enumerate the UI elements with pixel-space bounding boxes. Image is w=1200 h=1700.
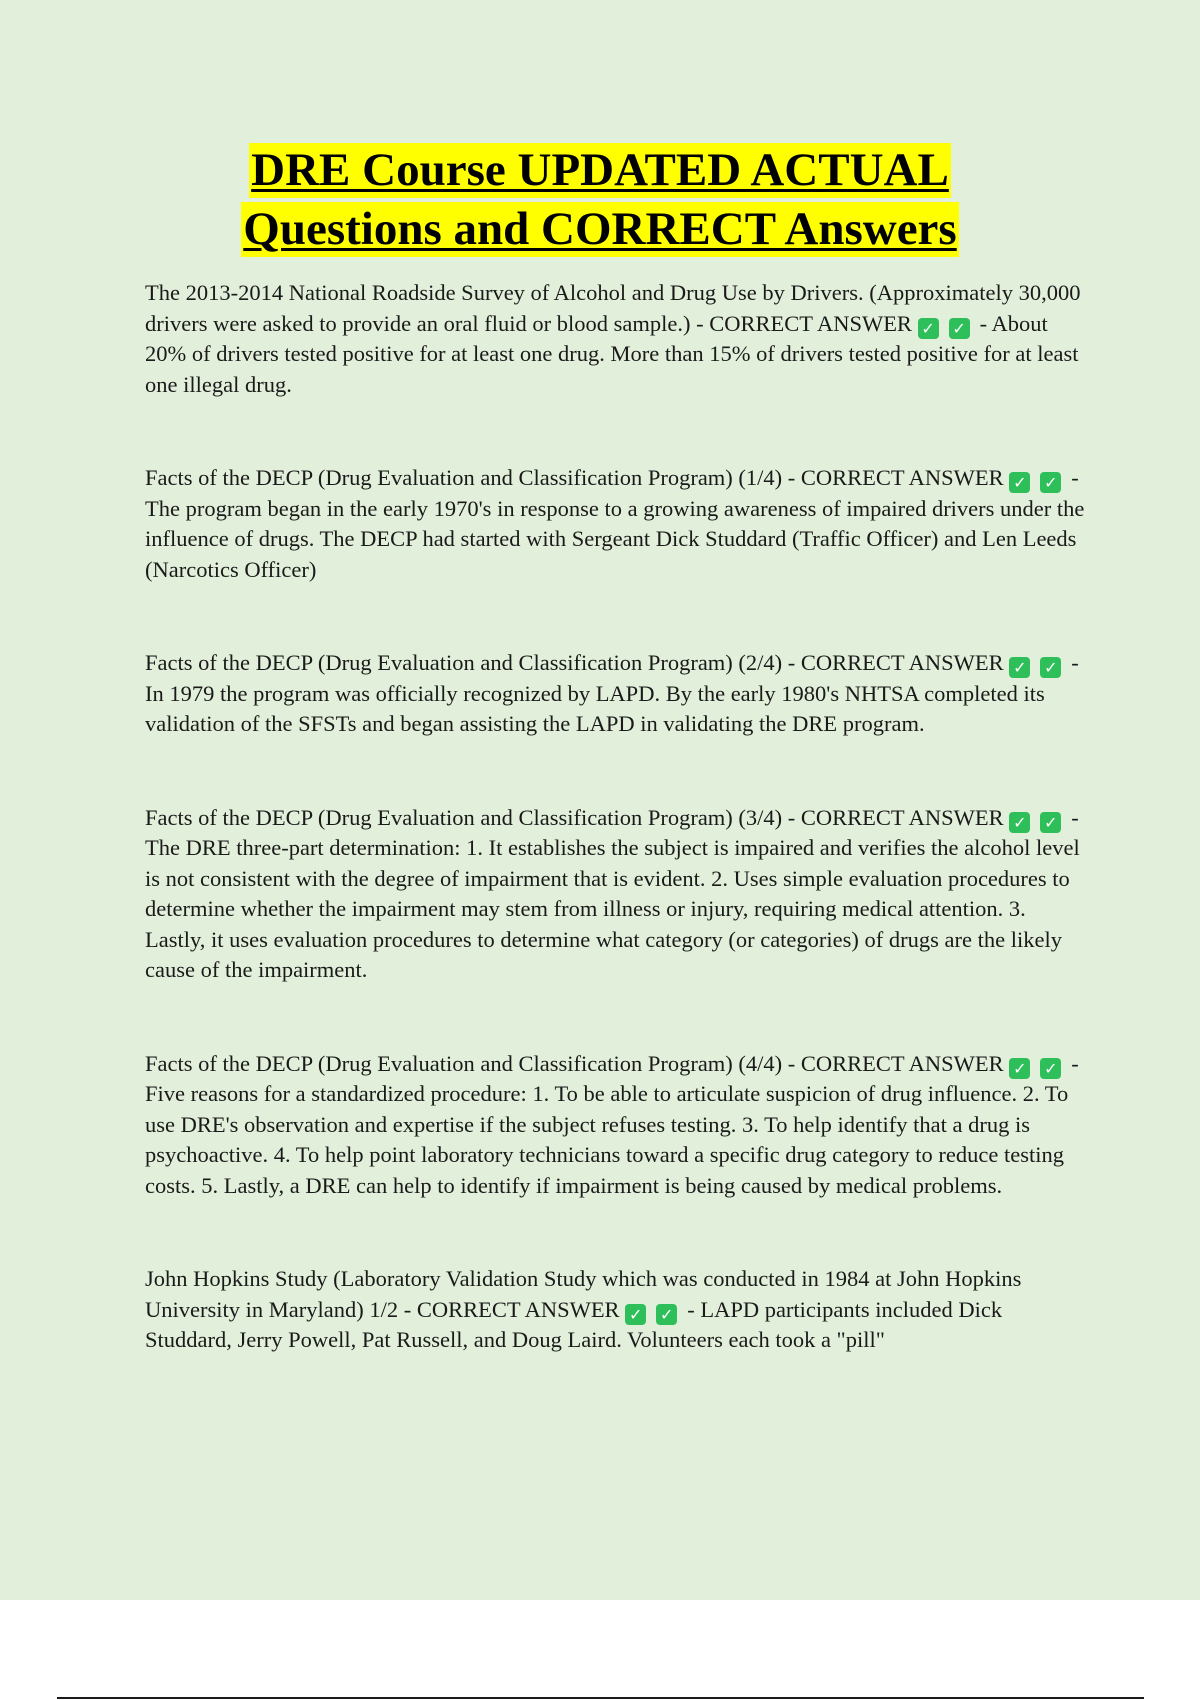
checkmark-icon: ✓ bbox=[625, 1304, 646, 1325]
checkmark-icon: ✓ bbox=[1009, 1058, 1030, 1079]
checkmark-icon: ✓ bbox=[1009, 472, 1030, 493]
checkmark-icon: ✓ bbox=[1040, 1058, 1061, 1079]
qa-item bbox=[145, 278, 1090, 400]
checkmark-icon: ✓ bbox=[918, 318, 939, 339]
qa-item bbox=[145, 1049, 1090, 1202]
title-line-1: DRE Course UPDATED ACTUAL bbox=[251, 144, 949, 196]
checkmark-icon: ✓ bbox=[656, 1304, 677, 1325]
checkmark-icon: ✓ bbox=[1009, 812, 1030, 833]
question-text: Facts of the DECP (Drug Evaluation and Classification Program) (4/4) - CORRECT ANSWER bbox=[145, 1050, 1004, 1076]
checkmark-icon: ✓ bbox=[949, 318, 970, 339]
question-text: Facts of the DECP (Drug Evaluation and Classification Program) (1/4) - CORRECT ANSWER bbox=[145, 465, 1004, 490]
checkmark-icon: ✓ bbox=[1040, 812, 1061, 833]
footer-divider bbox=[57, 1697, 1144, 1699]
question-text: Facts of the DECP (Drug Evaluation and Classification Program) (2/4) - CORRECT ANSWER bbox=[145, 650, 1004, 675]
document-title bbox=[0, 143, 1200, 257]
question-text: John Hopkins Study (Laboratory Validation Study which was conducted in 1984 at John Hopkins University in Maryland) 1/2 - CORRECT ANSWER bbox=[145, 1266, 1022, 1322]
answer-text: - The program began in the early 1970's in response to a growing awareness of impaired drivers under the influence of drugs. The DECP had started with Sergeant Dick Studdard (Traffic Officer) and Len Leeds (Narcotics Officer) bbox=[145, 465, 1085, 582]
answer-text: - The DRE three-part determination: 1. It establishes the subject is impaired and verifies the alcohol level is not consistent with the degree of impairment that is evident. 2. Uses simple evaluation procedures to determine whether the impairment may stem from illness or injury, requiring medical attention. 3. Lastly, it uses evaluation procedures to determine what category (or categories) of drugs are the likely cause of the impairment. bbox=[145, 804, 1080, 982]
qa-item bbox=[145, 648, 1090, 740]
question-text: The 2013-2014 National Roadside Survey of Alcohol and Drug Use by Drivers. (Approximately 30,000 drivers were asked to provide an oral fluid or blood sample.) - CORRECT ANSWER bbox=[145, 280, 1081, 336]
checkmark-icon: ✓ bbox=[1009, 657, 1030, 678]
qa-item bbox=[145, 1264, 1090, 1356]
answer-text: - Five reasons for a standardized procedure: 1. To be able to articulate suspicion of drug influence. 2. To use DRE's observation and expertise if the subject refuses testing. 3. To help identify that a drug is psychoactive. 4. To help point laboratory technicians toward a specific drug category to reduce testing costs. 5. Lastly, a DRE can help to identify if impairment is being caused by medical problems. bbox=[145, 1050, 1079, 1198]
answer-text: - In 1979 the program was officially recognized by LAPD. By the early 1980's NHTSA completed its validation of the SFSTs and began assisting the LAPD in validating the DRE program. bbox=[145, 650, 1079, 736]
checkmark-icon: ✓ bbox=[1040, 657, 1061, 678]
title-line-2: Questions and CORRECT Answers bbox=[243, 203, 957, 255]
answer-text: - About 20% of drivers tested positive for at least one drug. More than 15% of drivers tested positive for at least one illegal drug. bbox=[145, 310, 1079, 397]
qa-item bbox=[145, 803, 1090, 986]
question-text: Facts of the DECP (Drug Evaluation and Classification Program) (3/4) - CORRECT ANSWER bbox=[145, 804, 1004, 830]
qa-list bbox=[145, 278, 1090, 1419]
answer-text: - LAPD participants included Dick Studdard, Jerry Powell, Pat Russell, and Doug Laird. Volunteers each took a "pill" bbox=[145, 1296, 1003, 1352]
checkmark-icon: ✓ bbox=[1040, 472, 1061, 493]
qa-item bbox=[145, 463, 1090, 585]
